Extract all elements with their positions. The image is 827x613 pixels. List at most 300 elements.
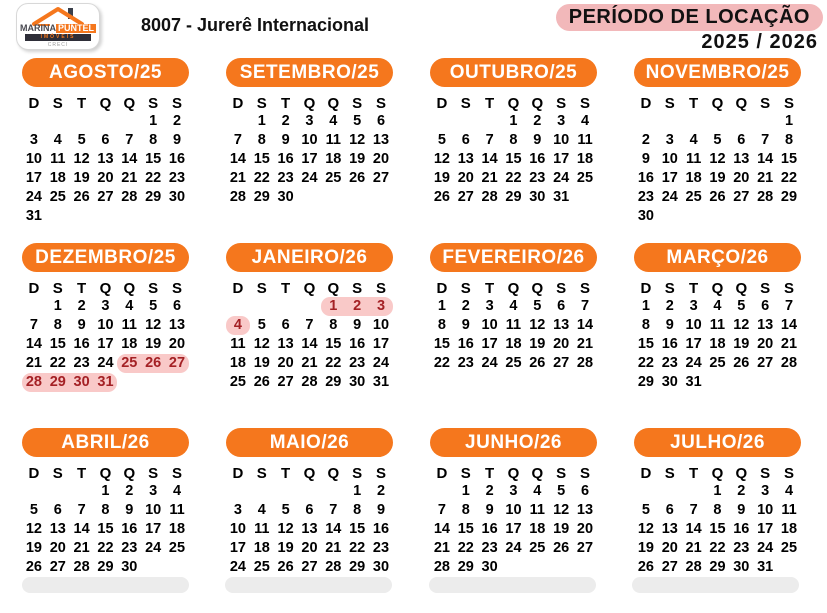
calendar-grid bbox=[0, 58, 827, 613]
day-cell: 1 bbox=[149, 113, 158, 129]
day-cell: 7 bbox=[437, 502, 446, 518]
weekday-label: S bbox=[148, 280, 159, 297]
day-cell: 14 bbox=[325, 521, 342, 537]
week-row bbox=[634, 131, 801, 150]
day-cell: 12 bbox=[637, 521, 654, 537]
day-cell: 22 bbox=[97, 540, 114, 556]
day-cell: 16 bbox=[121, 521, 138, 537]
day-cell: 6 bbox=[101, 132, 110, 148]
day-cell: 23 bbox=[457, 355, 474, 371]
day-cell: 11 bbox=[121, 317, 137, 333]
weekday-label: D bbox=[232, 465, 244, 482]
week-row bbox=[226, 150, 393, 169]
day-cell bbox=[345, 188, 369, 207]
day-cell: 13 bbox=[301, 521, 318, 537]
weekday-label: S bbox=[760, 465, 771, 482]
day-cell: 27 bbox=[661, 559, 678, 575]
day-cell: 25 bbox=[505, 355, 522, 371]
week-row bbox=[430, 354, 597, 373]
day-cell: 3 bbox=[509, 483, 518, 499]
day-cell: 26 bbox=[637, 559, 654, 575]
day-cell: 21 bbox=[685, 540, 702, 556]
day-cell: 4 bbox=[53, 132, 62, 148]
month-header: MAIO/26 bbox=[226, 428, 393, 457]
day-cell: 16 bbox=[661, 336, 678, 352]
day-cell-highlighted: 1 bbox=[321, 297, 345, 316]
day-cell: 18 bbox=[780, 521, 798, 537]
day-cell: 25 bbox=[168, 540, 186, 556]
weekday-header-row bbox=[430, 95, 597, 112]
day-cell: 18 bbox=[168, 521, 186, 537]
month-block bbox=[634, 428, 801, 577]
day-cell: 28 bbox=[576, 355, 594, 371]
day-cell: 21 bbox=[301, 355, 318, 371]
week-row bbox=[22, 188, 189, 207]
day-cell: 14 bbox=[301, 336, 318, 352]
day-cell: 1 bbox=[257, 113, 266, 129]
day-cell: 6 bbox=[281, 317, 290, 333]
day-cell: 26 bbox=[433, 189, 450, 205]
day-cell: 29 bbox=[253, 189, 270, 205]
day-cell: 14 bbox=[757, 151, 774, 167]
brand-name-bottom: PUNTEL bbox=[58, 23, 94, 33]
weekday-label: S bbox=[556, 95, 567, 112]
day-cell: 23 bbox=[121, 540, 138, 556]
weekday-label: S bbox=[352, 465, 363, 482]
day-cell bbox=[70, 482, 94, 501]
day-cell: 13 bbox=[97, 151, 114, 167]
weekday-label: T bbox=[689, 280, 699, 297]
day-cell: 1 bbox=[437, 298, 446, 314]
weekday-label: D bbox=[640, 280, 652, 297]
week-row bbox=[226, 316, 393, 335]
day-cell bbox=[502, 558, 526, 577]
day-cell: 9 bbox=[376, 502, 386, 518]
weekday-label: S bbox=[171, 280, 182, 297]
day-cell: 28 bbox=[757, 189, 774, 205]
week-row bbox=[22, 207, 189, 226]
week-row bbox=[430, 335, 597, 354]
weekday-label: Q bbox=[711, 95, 724, 112]
day-cell bbox=[634, 112, 658, 131]
day-cell: 8 bbox=[53, 317, 62, 333]
day-cell: 15 bbox=[97, 521, 114, 537]
weekday-label: S bbox=[171, 95, 182, 112]
day-cell: 17 bbox=[685, 336, 702, 352]
day-cell: 22 bbox=[49, 355, 66, 371]
month-block bbox=[226, 428, 393, 596]
day-cell-highlighted: 31 bbox=[94, 373, 118, 392]
day-cell: 25 bbox=[325, 170, 342, 186]
weekday-header-row bbox=[634, 95, 801, 112]
week-row bbox=[226, 188, 393, 207]
day-cell: 1 bbox=[509, 113, 518, 129]
day-cell: 11 bbox=[325, 132, 341, 148]
week-row bbox=[226, 539, 393, 558]
day-cell: 8 bbox=[353, 502, 362, 518]
weekday-label: T bbox=[485, 95, 495, 112]
day-cell bbox=[729, 112, 753, 131]
day-cell bbox=[117, 112, 141, 131]
week-row bbox=[634, 150, 801, 169]
day-cell: 26 bbox=[529, 355, 546, 371]
weekday-label: S bbox=[760, 280, 771, 297]
day-cell: 21 bbox=[433, 540, 450, 556]
brand-subtitle: IMÓVEIS bbox=[25, 34, 91, 41]
day-cell: 20 bbox=[661, 540, 678, 556]
month-header: DEZEMBRO/25 bbox=[22, 243, 189, 272]
day-cell: 9 bbox=[461, 317, 470, 333]
weekday-label: S bbox=[579, 465, 590, 482]
day-cell: 3 bbox=[29, 132, 38, 148]
weekday-label: S bbox=[148, 465, 159, 482]
week-row bbox=[22, 131, 189, 150]
week-row bbox=[226, 131, 393, 150]
day-cell: 12 bbox=[433, 151, 450, 167]
day-cell: 14 bbox=[121, 151, 138, 167]
weekday-label: S bbox=[579, 95, 590, 112]
weekday-label: Q bbox=[99, 465, 112, 482]
day-cell: 11 bbox=[505, 317, 522, 333]
day-cell: 14 bbox=[576, 317, 594, 333]
day-cell: 29 bbox=[709, 559, 726, 575]
day-cell: 28 bbox=[301, 374, 318, 390]
weekday-label: S bbox=[460, 95, 471, 112]
day-cell: 11 bbox=[50, 151, 66, 167]
day-cell bbox=[525, 558, 549, 577]
day-cell: 15 bbox=[433, 336, 450, 352]
month-header: NOVEMBRO/25 bbox=[634, 58, 801, 87]
day-cell: 15 bbox=[637, 336, 654, 352]
month-header: JULHO/26 bbox=[634, 428, 801, 457]
day-cell: 1 bbox=[641, 298, 650, 314]
day-cell: 26 bbox=[277, 559, 294, 575]
week-row bbox=[22, 354, 189, 373]
day-cell: 23 bbox=[733, 540, 750, 556]
day-cell: 25 bbox=[685, 189, 702, 205]
day-cell: 24 bbox=[553, 170, 570, 186]
weekday-label: S bbox=[460, 465, 471, 482]
week-row bbox=[430, 297, 597, 316]
day-cell: 17 bbox=[757, 521, 774, 537]
day-cell: 8 bbox=[101, 502, 110, 518]
day-cell: 4 bbox=[125, 298, 134, 314]
month-block bbox=[226, 243, 393, 392]
day-cell bbox=[46, 207, 70, 226]
day-cell: 1 bbox=[101, 483, 110, 499]
day-cell: 13 bbox=[733, 151, 750, 167]
day-cell: 10 bbox=[25, 151, 42, 167]
weekday-label: D bbox=[28, 280, 40, 297]
day-cell: 27 bbox=[301, 559, 318, 575]
day-cell-highlighted: 4 bbox=[226, 316, 250, 335]
weekday-label: Q bbox=[507, 465, 520, 482]
day-cell: 11 bbox=[685, 151, 702, 167]
day-cell: 12 bbox=[253, 336, 270, 352]
day-cell: 11 bbox=[781, 502, 797, 518]
weekday-label: Q bbox=[531, 465, 544, 482]
week-row bbox=[430, 558, 597, 577]
weekday-label: T bbox=[689, 95, 699, 112]
day-cell: 13 bbox=[553, 317, 570, 333]
day-cell: 17 bbox=[372, 336, 390, 352]
weekday-label: D bbox=[436, 465, 448, 482]
day-cell bbox=[658, 207, 682, 226]
day-cell: 24 bbox=[25, 189, 42, 205]
day-cell: 2 bbox=[172, 113, 182, 129]
weekday-label: Q bbox=[327, 95, 340, 112]
weekday-label: T bbox=[485, 280, 495, 297]
day-cell: 8 bbox=[713, 502, 722, 518]
day-cell: 10 bbox=[661, 151, 678, 167]
week-row bbox=[226, 373, 393, 392]
day-cell: 21 bbox=[481, 170, 498, 186]
day-cell: 29 bbox=[325, 374, 342, 390]
calendar-row bbox=[0, 243, 827, 428]
weekday-label: S bbox=[52, 95, 63, 112]
day-cell: 3 bbox=[485, 298, 494, 314]
next-row-pill bbox=[632, 577, 799, 593]
property-title: 8007 - Jurerê Internacional bbox=[140, 15, 370, 35]
day-cell bbox=[321, 482, 345, 501]
weekday-label: T bbox=[77, 280, 87, 297]
month-block bbox=[430, 243, 597, 373]
day-cell: 19 bbox=[73, 170, 90, 186]
day-cell: 23 bbox=[349, 355, 366, 371]
day-cell bbox=[430, 112, 454, 131]
day-cell: 20 bbox=[49, 540, 66, 556]
day-cell: 9 bbox=[737, 502, 746, 518]
day-cell: 12 bbox=[709, 151, 726, 167]
day-cell: 16 bbox=[733, 521, 750, 537]
month-block bbox=[22, 428, 189, 577]
week-row bbox=[22, 539, 189, 558]
day-cell bbox=[682, 112, 706, 131]
weekday-label: Q bbox=[507, 95, 520, 112]
day-cell: 6 bbox=[376, 113, 386, 129]
day-cell: 27 bbox=[372, 170, 390, 186]
day-cell: 7 bbox=[580, 298, 590, 314]
day-cell: 16 bbox=[349, 336, 366, 352]
agency-logo bbox=[16, 3, 100, 50]
day-cell: 31 bbox=[685, 374, 702, 390]
day-cell: 20 bbox=[457, 170, 474, 186]
day-cell: 5 bbox=[149, 298, 158, 314]
day-cell: 26 bbox=[733, 355, 750, 371]
day-cell: 2 bbox=[376, 483, 386, 499]
day-cell: 20 bbox=[372, 151, 390, 167]
day-cell: 28 bbox=[685, 559, 702, 575]
day-cell: 20 bbox=[168, 336, 186, 352]
day-cell: 29 bbox=[637, 374, 654, 390]
day-cell: 19 bbox=[25, 540, 42, 556]
day-cell: 19 bbox=[433, 170, 450, 186]
weekday-label: S bbox=[375, 465, 386, 482]
day-cell: 29 bbox=[97, 559, 114, 575]
day-cell: 6 bbox=[761, 298, 770, 314]
day-cell: 30 bbox=[121, 559, 138, 575]
day-cell: 15 bbox=[505, 151, 522, 167]
weekday-label: S bbox=[783, 280, 794, 297]
weekday-label: S bbox=[52, 280, 63, 297]
day-cell: 20 bbox=[733, 170, 750, 186]
day-cell: 16 bbox=[277, 151, 294, 167]
day-cell bbox=[70, 112, 94, 131]
weekday-label: S bbox=[579, 280, 590, 297]
weekday-label: Q bbox=[531, 280, 544, 297]
week-row bbox=[430, 520, 597, 539]
day-cell: 15 bbox=[145, 151, 162, 167]
day-cell: 27 bbox=[733, 189, 750, 205]
day-cell bbox=[94, 112, 118, 131]
day-cell: 1 bbox=[461, 483, 470, 499]
weekday-label: Q bbox=[531, 95, 544, 112]
day-cell bbox=[298, 297, 322, 316]
weekday-label: Q bbox=[123, 280, 136, 297]
weekday-label: Q bbox=[99, 280, 112, 297]
day-cell: 14 bbox=[73, 521, 90, 537]
weekday-label: S bbox=[460, 280, 471, 297]
day-cell: 1 bbox=[353, 483, 362, 499]
day-cell: 25 bbox=[529, 540, 546, 556]
weekday-label: T bbox=[689, 465, 699, 482]
day-cell: 7 bbox=[29, 317, 38, 333]
day-cell bbox=[753, 207, 777, 226]
month-header: JUNHO/26 bbox=[430, 428, 597, 457]
week-row bbox=[634, 373, 801, 392]
day-cell bbox=[729, 373, 753, 392]
day-cell: 17 bbox=[481, 336, 498, 352]
day-cell bbox=[753, 112, 777, 131]
weekday-header-row bbox=[634, 280, 801, 297]
day-cell: 23 bbox=[661, 355, 678, 371]
week-row bbox=[430, 501, 597, 520]
day-cell: 18 bbox=[121, 336, 138, 352]
day-cell bbox=[94, 207, 118, 226]
day-cell: 9 bbox=[125, 502, 134, 518]
day-cell: 4 bbox=[329, 113, 338, 129]
day-cell-highlighted: 25 bbox=[117, 354, 141, 373]
day-cell: 24 bbox=[481, 355, 498, 371]
day-cell: 13 bbox=[277, 336, 294, 352]
day-cell: 7 bbox=[77, 502, 86, 518]
weekday-label: Q bbox=[123, 95, 136, 112]
day-cell: 19 bbox=[637, 540, 654, 556]
day-cell: 10 bbox=[301, 132, 318, 148]
day-cell: 10 bbox=[229, 521, 246, 537]
day-cell-highlighted: 2 bbox=[345, 297, 369, 316]
day-cell bbox=[682, 207, 706, 226]
day-cell: 11 bbox=[577, 132, 593, 148]
week-row bbox=[226, 297, 393, 316]
week-row bbox=[226, 520, 393, 539]
day-cell: 6 bbox=[53, 502, 62, 518]
day-cell: 29 bbox=[349, 559, 366, 575]
day-cell bbox=[658, 482, 682, 501]
day-cell: 14 bbox=[433, 521, 450, 537]
day-cell bbox=[430, 482, 454, 501]
day-cell: 9 bbox=[353, 317, 362, 333]
day-cell: 16 bbox=[481, 521, 498, 537]
day-cell: 17 bbox=[553, 151, 570, 167]
day-cell bbox=[777, 373, 801, 392]
day-cell: 5 bbox=[437, 132, 446, 148]
weekday-label: S bbox=[375, 95, 386, 112]
week-row bbox=[634, 207, 801, 226]
day-cell bbox=[274, 297, 298, 316]
day-cell: 29 bbox=[780, 189, 798, 205]
day-cell: 20 bbox=[757, 336, 774, 352]
day-cell: 2 bbox=[737, 483, 746, 499]
day-cell: 8 bbox=[149, 132, 158, 148]
weekday-header-row bbox=[226, 465, 393, 482]
week-row bbox=[22, 169, 189, 188]
day-cell: 31 bbox=[553, 189, 570, 205]
day-cell: 9 bbox=[77, 317, 86, 333]
day-cell: 25 bbox=[253, 559, 270, 575]
day-cell bbox=[141, 558, 165, 577]
day-cell: 21 bbox=[121, 170, 138, 186]
weekday-label: D bbox=[436, 95, 448, 112]
day-cell: 27 bbox=[457, 189, 474, 205]
day-cell: 14 bbox=[780, 317, 798, 333]
day-cell: 13 bbox=[372, 132, 390, 148]
day-cell: 24 bbox=[301, 170, 318, 186]
day-cell bbox=[634, 482, 658, 501]
day-cell: 30 bbox=[529, 189, 546, 205]
day-cell: 27 bbox=[576, 540, 594, 556]
day-cell: 12 bbox=[529, 317, 546, 333]
weekday-label: S bbox=[352, 95, 363, 112]
week-row bbox=[226, 112, 393, 131]
weekday-label: Q bbox=[735, 280, 748, 297]
day-cell: 18 bbox=[253, 540, 270, 556]
day-cell: 27 bbox=[757, 355, 774, 371]
weekday-header-row bbox=[430, 465, 597, 482]
week-row bbox=[634, 335, 801, 354]
day-cell: 4 bbox=[533, 483, 542, 499]
next-row-pill bbox=[429, 577, 596, 593]
weekday-header-row bbox=[430, 280, 597, 297]
day-cell: 24 bbox=[661, 189, 678, 205]
day-cell: 22 bbox=[709, 540, 726, 556]
week-row bbox=[226, 482, 393, 501]
day-cell: 2 bbox=[641, 132, 650, 148]
day-cell: 24 bbox=[229, 559, 246, 575]
day-cell: 24 bbox=[97, 355, 114, 371]
weekday-label: S bbox=[783, 465, 794, 482]
day-cell: 2 bbox=[665, 298, 674, 314]
brand-name bbox=[20, 24, 96, 33]
day-cell: 2 bbox=[461, 298, 470, 314]
day-cell: 27 bbox=[277, 374, 294, 390]
day-cell: 18 bbox=[685, 170, 702, 186]
day-cell: 5 bbox=[533, 298, 542, 314]
day-cell: 20 bbox=[576, 521, 594, 537]
day-cell: 8 bbox=[509, 132, 518, 148]
week-row bbox=[634, 539, 801, 558]
day-cell: 31 bbox=[757, 559, 774, 575]
day-cell bbox=[141, 373, 165, 392]
day-cell: 4 bbox=[713, 298, 722, 314]
day-cell: 15 bbox=[457, 521, 474, 537]
weekday-label: S bbox=[148, 95, 159, 112]
day-cell: 21 bbox=[229, 170, 246, 186]
day-cell bbox=[22, 297, 46, 316]
day-cell: 27 bbox=[49, 559, 66, 575]
month-header: SETEMBRO/25 bbox=[226, 58, 393, 87]
day-cell: 11 bbox=[254, 521, 270, 537]
